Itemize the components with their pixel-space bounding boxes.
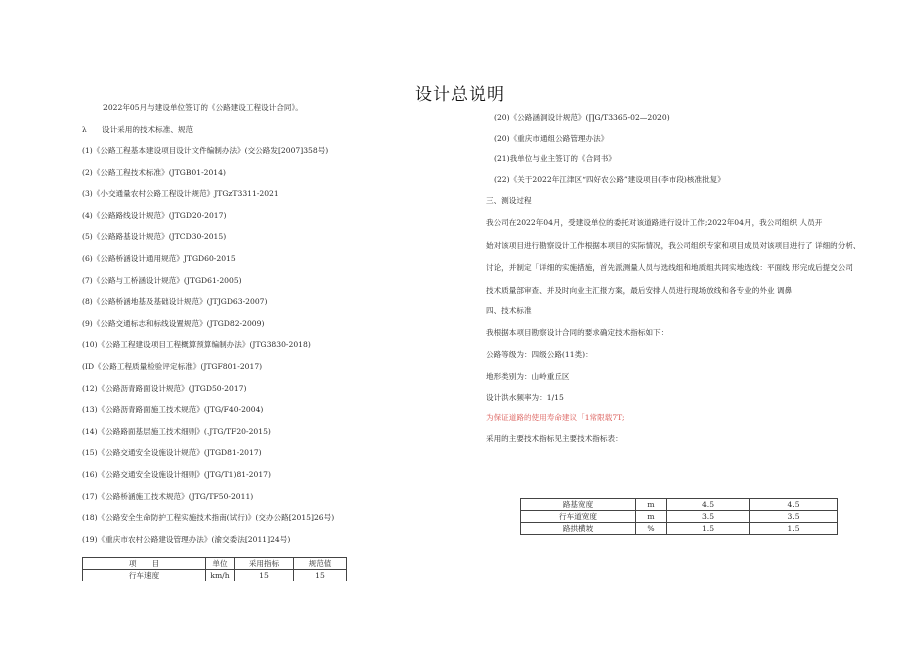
- table-cell: km/h: [206, 570, 235, 582]
- standard-item: (6)《公路桥涵设计通用规范》JTGD60-2015: [82, 254, 236, 263]
- road-grade: 公路等级为：四级公路(11类)：: [486, 350, 593, 359]
- page-title: 设计总说明: [415, 85, 505, 105]
- tech-intro: 我根据本项目勘察设计合同的要求确定技术指标如下：: [486, 328, 669, 337]
- standard-item: (19)《重庆市农村公路建设管理办法》(渝交委法[2011]24号): [82, 534, 291, 544]
- standard-item: (7)《公路与工桥涵设计规范》(JTGD61-2005): [82, 275, 242, 285]
- standard-item: (20)《公路涵洞设计规范》(∏G/T3365-02—2020): [494, 113, 670, 122]
- standard-item: (1)《公路工程基本建设项目设计文件编制办法》(交公路发[2007]358号): [82, 146, 329, 155]
- table-row: [83, 570, 347, 582]
- standard-item: (4)《公路路线设计规范》(JTGD20-2017): [82, 210, 227, 220]
- table-header-row: [83, 558, 347, 570]
- table-row: [521, 511, 838, 523]
- standard-item: (18)《公路安全生命防护工程实施技术指南(试行)》(交办公路[2015]26号): [82, 513, 335, 523]
- standard-item: (10)《公路工程建设项目工程概算预算编制办法》(JTG3830-2018): [82, 340, 311, 350]
- table-intro: 采用的主要技术指标见主要技术指标表：: [486, 434, 623, 443]
- standard-item: (13)《公路沥青路面施工技术规范》(JTG/F40-2004): [82, 405, 264, 415]
- standard-item: (22)《关于2022年江津区“四好农公路”建设项目(李市段)核准批复》: [494, 174, 725, 184]
- table-cell: 路拱横坡: [521, 523, 636, 535]
- standard-item: (8)《公路桥涵地基及基础设计规范》(JTJGD63-2007): [82, 297, 268, 307]
- standard-item: (15)《公路交通安全设施设计规范》(JTGD81-2017): [82, 448, 262, 458]
- standard-item: (2)《公路工程技术标准》(JTGB01-2014): [82, 167, 226, 177]
- standard-item: (21)我单位与业主签订的《合同书》: [494, 154, 616, 163]
- section1-heading: λ 设计采用的技术标准、规范: [82, 125, 194, 134]
- table-cell: 3.5: [750, 511, 838, 523]
- standard-item: (12)《公路沥青路面设计规范》(JTGD50-2017): [82, 383, 247, 393]
- table-cell: m: [636, 499, 667, 511]
- table-cell: 1.5: [750, 523, 838, 535]
- left-spec-table: [82, 557, 347, 581]
- section4-heading: 四、技术标准: [486, 306, 532, 315]
- standard-item: (20)《重庆市通组公路管理办法》: [494, 133, 609, 143]
- right-spec-table: [520, 498, 838, 535]
- table-cell: %: [636, 523, 667, 535]
- table-cell: 15: [235, 570, 294, 582]
- table-cell: 3.5: [667, 511, 750, 523]
- table-cell: 行车道宽度: [521, 511, 636, 523]
- table-cell: 路基宽度: [521, 499, 636, 511]
- intro-text: 2022年05月与建设单位签订的《公路建设工程设计合同》。: [103, 103, 303, 112]
- standard-item: (16)《公路交通安全设施设计细则》(JTG/T1)81-2017): [82, 470, 271, 479]
- survey-line: 始对该项目进行勘察设计工作根据本项目的实际情况，我公司组织专家和项目成员对该项目进行了 详细的分析、: [486, 240, 861, 250]
- table-cell: 4.5: [667, 499, 750, 511]
- table-cell: 行车速度: [83, 570, 206, 582]
- table-header-cell: 采用指标: [235, 558, 294, 570]
- standard-item: (ID《公路工程质量检验评定标准》(JTGF801-2017): [82, 362, 263, 371]
- table-header-cell: 项 目: [83, 558, 206, 570]
- table-header-cell: 规范值: [294, 558, 347, 570]
- survey-line: 技术质量部审查、并及时向业主汇报方案，最后安排人员进行现场放线和各专业的外业 调鼻: [486, 285, 793, 295]
- survey-line: 我公司在2022年04月，受建设单位的委托对该道路进行设计工作;2022年04月，我公司组织 人员开: [486, 218, 823, 227]
- table-header-cell: 单位: [206, 558, 235, 570]
- standard-item: (3)《小交通量农村公路工程设计规范》JTGzT3311-2021: [82, 189, 279, 199]
- standard-item: (17)《公路桥涵施工技术规范》(JTG/TF50-2011): [82, 491, 254, 501]
- section3-heading: 三、测设过程: [486, 196, 532, 205]
- table-cell: 15: [294, 570, 347, 582]
- terrain-type: 地形类别为：山岭重丘区: [486, 372, 570, 381]
- standard-item: (9)《公路交通标志和标线设置规范》(JTGD82-2009): [82, 318, 265, 328]
- table-cell: 4.5: [750, 499, 838, 511]
- standard-item: (5)《公路路基设计规范》(JTCD30-2015): [82, 232, 227, 242]
- survey-line: 讨论，并制定「详细的实施措施，首先派测量人员与选线组和地质组共同实地选线：平面线 形完成后提交公司: [486, 263, 853, 272]
- flood-frequency: 设计洪水频率为：1/15: [486, 393, 564, 402]
- table-cell: 1.5: [667, 523, 750, 535]
- standard-item: (14)《公路路面基层施工技术细则》(.JTG/TF20-2015): [82, 426, 271, 436]
- table-row: [521, 523, 838, 535]
- load-limit-note: 为保证道路的使用寿命建议「1常限载7T;: [486, 413, 625, 422]
- table-row: [521, 499, 838, 511]
- table-cell: m: [636, 511, 667, 523]
